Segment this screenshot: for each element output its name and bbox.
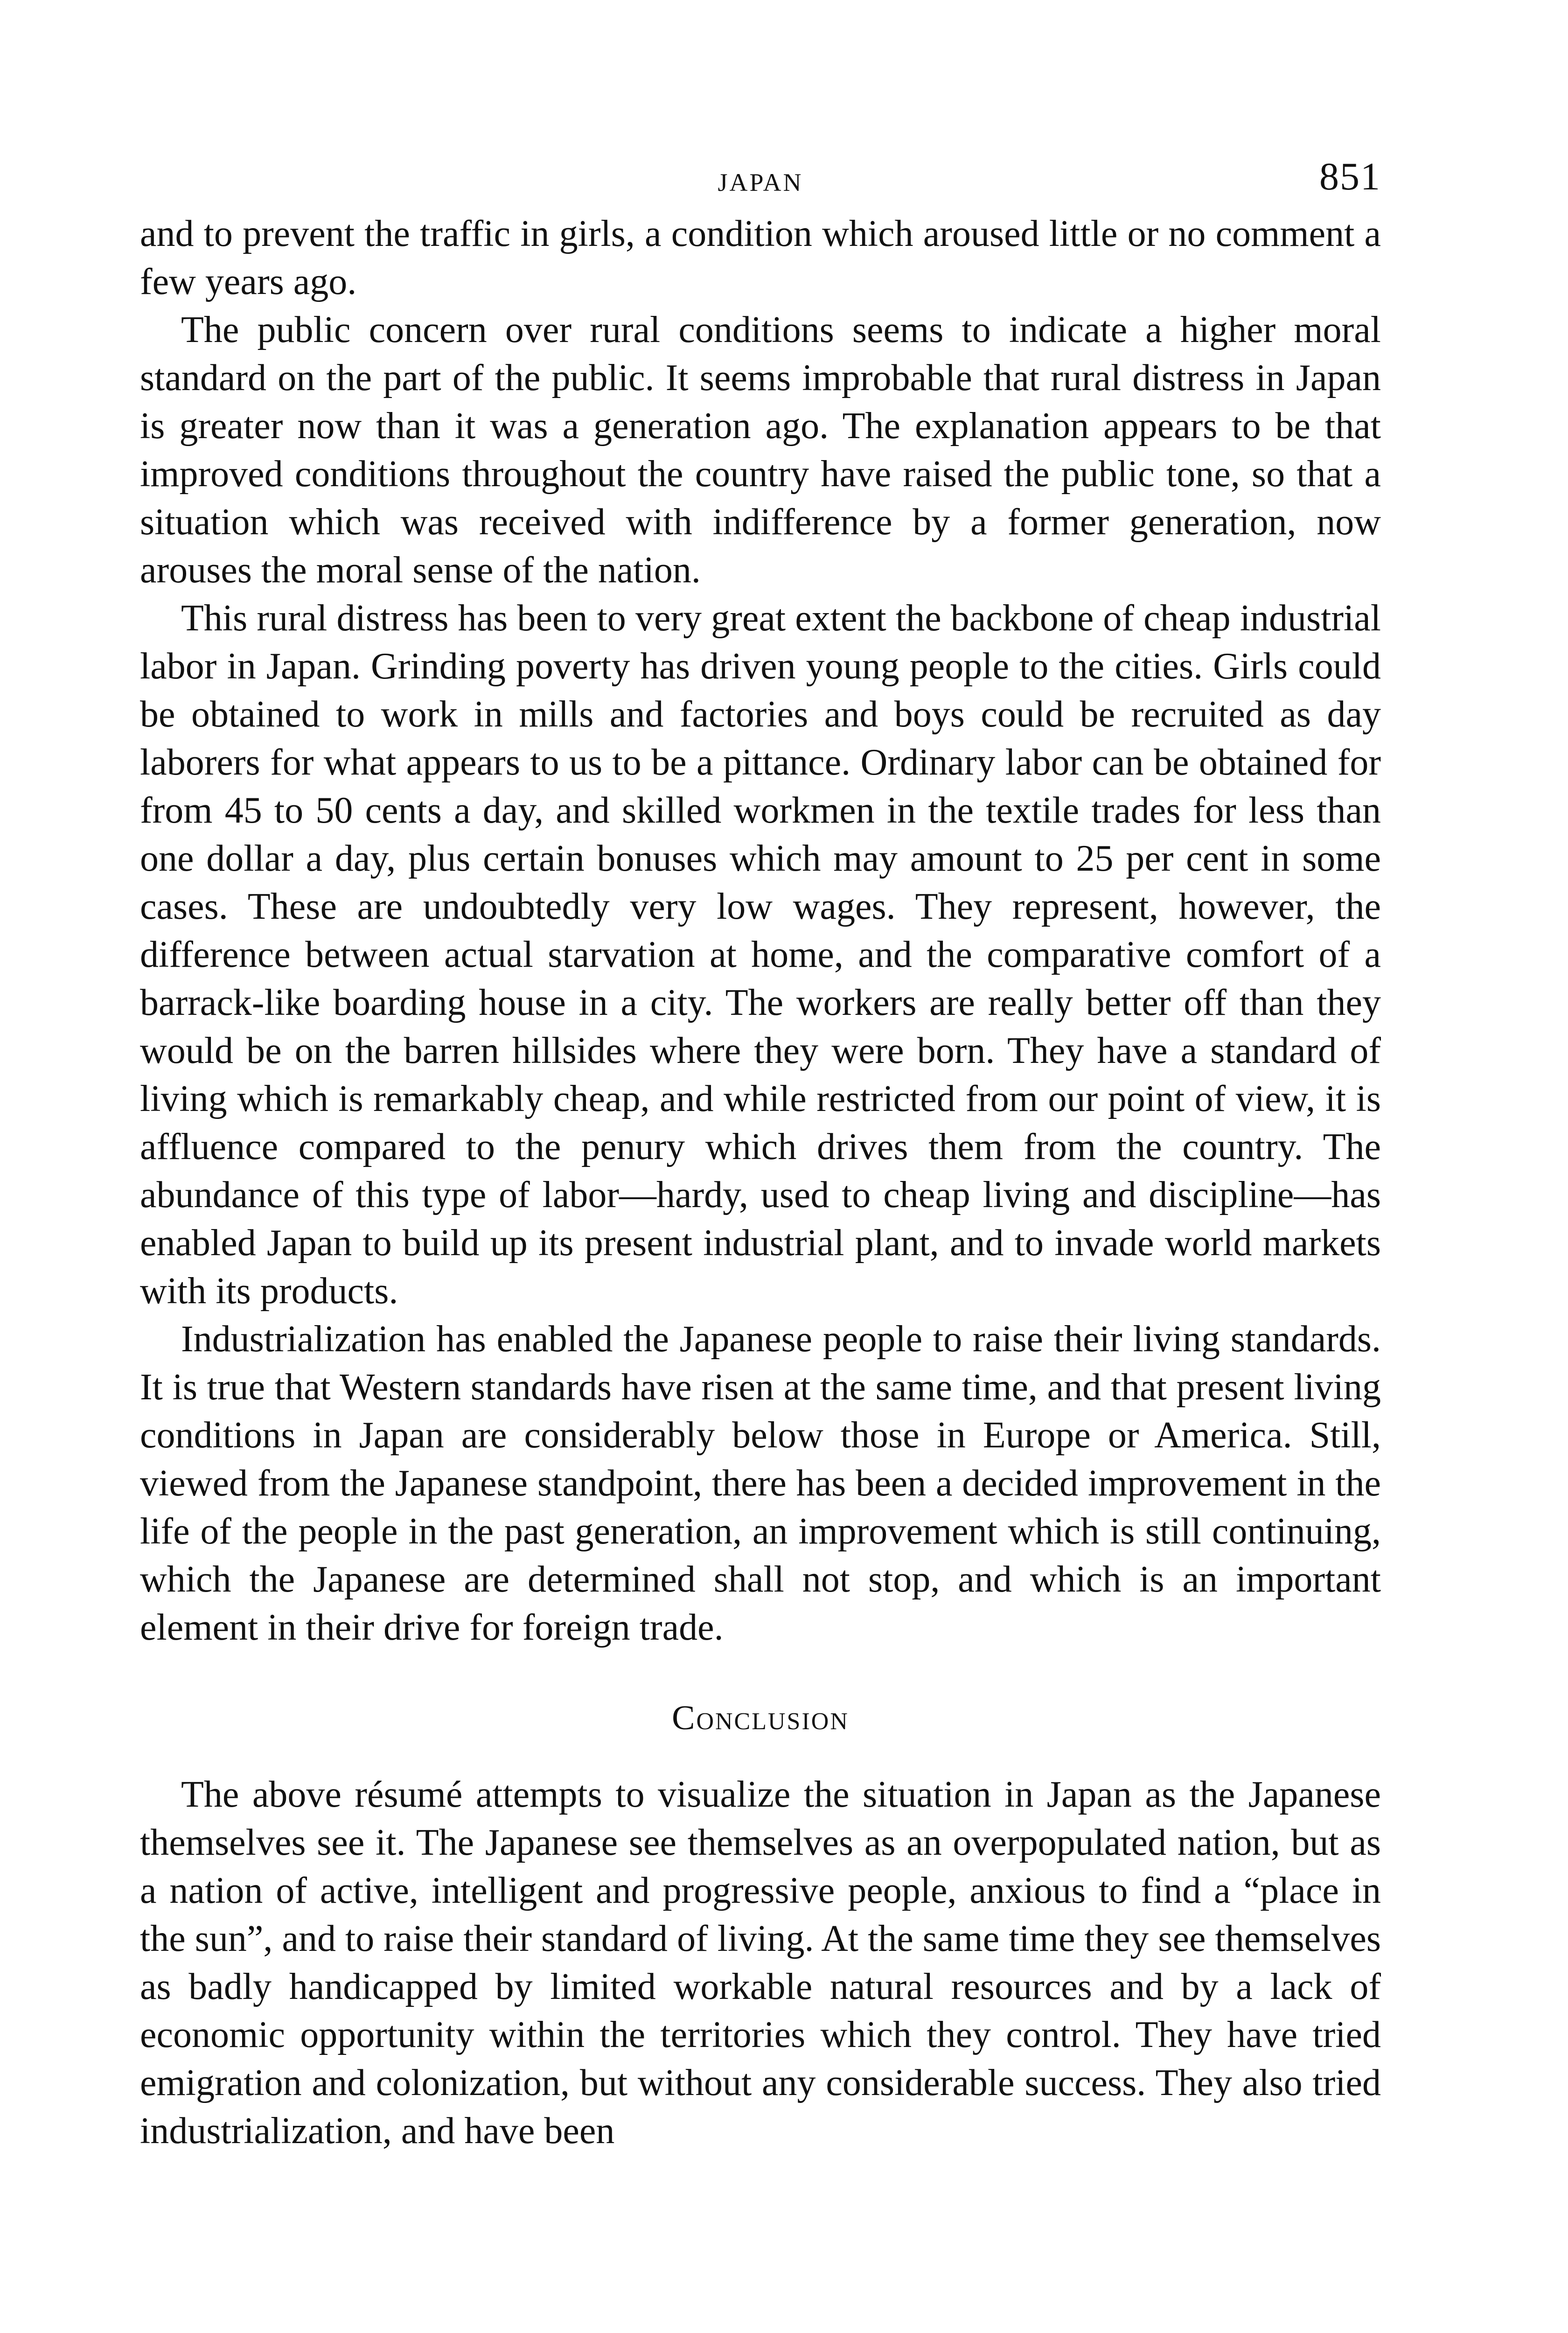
running-head	[140, 154, 1381, 210]
paragraph: The public concern over rural conditions seems to indicate a higher moral standard on the part of the public. It seems improbable that rural distress in Japan is greater now than it was a generation ago. The explanation appears to be that improved conditions throughout the country have raised the public tone, so that a situation which was received with indifference by a former generation, now arouses the moral sense of the nation.	[140, 309, 1381, 591]
page-number: 851	[1319, 155, 1381, 198]
paragraph: The above résumé attempts to visualize the situation in Japan as the Japanese themselves see it. The Japanese see themselves as an overpopulated nation, but as a nation of active, intelligent and progressive people, anxious to find a “place in the sun”, and to raise their standard of living. At the same time they see themselves as badly handicapped by limited workable natural resources and by a lack of economic opportunity within the territories which they control. They have tried emigration and colonization, but without any considerable success. They also tried industrialization, and have been	[140, 1774, 1381, 2151]
paragraph: This rural distress has been to very great extent the backbone of cheap industrial labor in Japan. Grinding poverty has driven young people to the cities. Girls could be obtained to work in mills and factories and boys could be recruited as day laborers for what appears to us to be a pittance. Ordinary labor can be obtained for from 45 to 50 cents a day, and skilled workmen in the textile trades for less than one dollar a day, plus certain bonuses which may amount to 25 per cent in some cases. These are undoubtedly very low wages. They represent, however, the difference between actual starvation at home, and the comparative comfort of a barrack-like boarding house in a city. The workers are really better off than they would be on the barren hillsides where they were born. They have a standard of living which is remarkably cheap, and while restricted from our point of view, it is affluence compared to the penury which drives them from the country. The abundance of this type of labor—hardy, used to cheap living and discipline—has enabled Japan to build up its present industrial plant, and to invade world markets with its products.	[140, 598, 1381, 1312]
section-heading: Conclusion	[672, 1699, 849, 1737]
document-page	[140, 154, 1381, 2155]
running-title: JAPAN	[718, 168, 803, 196]
paragraph-continued: and to prevent the traffic in girls, a condition which aroused little or no comment a few years ago.	[140, 213, 1381, 302]
body-text	[140, 210, 1381, 2155]
paragraph: Industrialization has enabled the Japanese people to raise their living standards. It is true that Western standards have risen at the same time, and that present living conditions in Japan are considerably below those in Europe or America. Still, viewed from the Japanese standpoint, there has been a decided improvement in the life of the people in the past generation, an improvement which is still continuing, which the Japanese are determined shall not stop, and which is an important element in their drive for foreign trade.	[140, 1319, 1381, 1648]
